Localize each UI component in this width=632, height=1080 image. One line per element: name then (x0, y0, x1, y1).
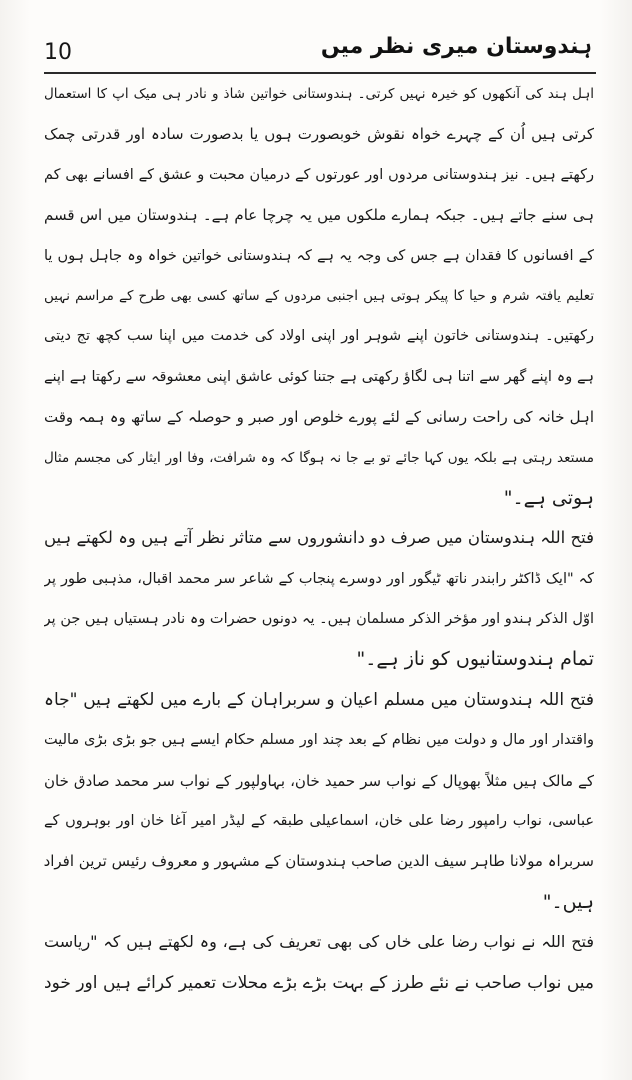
text-line: کے افسانوں کا فقدان ہے جس کی وجہ یہ ہے کہ ہندوستانی خواتین خواہ وہ جاہل ہوں یا (44, 247, 594, 264)
text-line: اہل ہند کی آنکھوں کو خیرہ نہیں کرتی۔ ہندوستانی خواتین شاذ و نادر ہی میک اپ کا استعمال (44, 86, 594, 102)
page-number: 10 (44, 40, 72, 65)
text-line: کرتی ہیں اُن کے چہرے خواہ نقوش خوبصورت ہوں یا بدصورت سادہ اور قدرتی چمک (44, 125, 594, 144)
text-line: رکھتیں۔ ہندوستانی خاتون اپنے شوہر اور اپنی اولاد کی خدمت میں اپنا سب کچھ تج دیتی (44, 328, 594, 345)
text-line: ہی سنے جاتے ہیں۔ جبکہ ہمارے ملکوں میں یہ چرچا عام ہے۔ ہندوستان میں اس قسم (44, 206, 594, 225)
body-text (44, 74, 594, 1003)
text-line: فتح اللہ ہندوستان میں صرف دو دانشوروں سے متاثر نظر آتے ہیں وہ لکھتے ہیں (44, 528, 594, 548)
text-line: کے مالک ہیں مثلاً بھوپال کے نواب سر حمید خان، بہاولپور کے نواب سر محمد صادق خان (44, 771, 594, 790)
text-line: ہوتی ہے۔" (503, 486, 594, 509)
text-line: تمام ہندوستانیوں کو ناز ہے۔" (356, 648, 594, 671)
text-line: رکھتے ہیں۔ نیز ہندوستانی مردوں اور عورتوں کے درمیان محبت و عشق کے افسانے بھی کم (44, 166, 594, 183)
text-line: سربراہ مولانا طاہر سیف الدین صاحب ہندوستان کے مشہور و معروف رئیس ترین افراد (44, 852, 594, 871)
text-line: مستعد رہتی ہے بلکہ یوں کہا جائے تو بے جا نہ ہوگا کہ وہ شرافت، وفا اور ایثار کی مجسم مثال (44, 449, 594, 466)
text-line: فتح اللہ ہندوستان میں مسلم اعیان و سربراہان کے بارے میں لکھتے ہیں "جاہ (44, 689, 594, 710)
text-line: اوّل الذکر ہندو اور مؤخر الذکر مسلمان ہیں۔ یہ دونوں حضرات وہ نادر ہستیاں ہیں جن پر (44, 611, 594, 628)
text-line: تعلیم یافتہ شرم و حیا کا پیکر ہوتی ہیں اجنبی مردوں کے ساتھ کسی بھی طرح کے مراسم نہیں (44, 287, 594, 304)
running-header-title: ہندوستان میری نظر میں (320, 34, 592, 59)
text-line: ہے وہ اپنے گھر سے اتنا ہی لگاؤ رکھتی ہے جتنا کوئی عاشق اپنی معشوقہ سے رکھتا ہے اپنے (44, 368, 594, 385)
text-line: میں نواب صاحب نے نئے طرز کے بہت بڑے بڑے محلات تعمیر کرائے ہیں اور خود (44, 972, 594, 993)
text-line: اہل خانہ کی راحت رسانی کے لئے پورے خلوص اور صبر و حوصلہ کے ساتھ وہ ہمہ وقت (44, 408, 594, 427)
text-line: عباسی، نواب رامپور رضا علی خان، اسماعیلی طبقہ کے لیڈر امیر آغا خان اور بوہروں کے (44, 813, 594, 830)
text-line: کہ "ایک ڈاکٹر رابندر ناتھ ٹیگور اور دوسرے پنجاب کے شاعر سر محمد اقبال، مذہبی طور پر (44, 570, 594, 587)
text-line: ہیں۔" (542, 890, 594, 913)
text-line: واقتدار اور مال و دولت میں نظام کے بعد چند اور مسلم حکام ایسے ہیں جو بڑی بڑی مالیت (44, 732, 594, 749)
text-line: فتح اللہ نے نواب رضا علی خاں کی بھی تعریف کی ہے، وہ لکھتے ہیں کہ "ریاست (44, 932, 594, 952)
